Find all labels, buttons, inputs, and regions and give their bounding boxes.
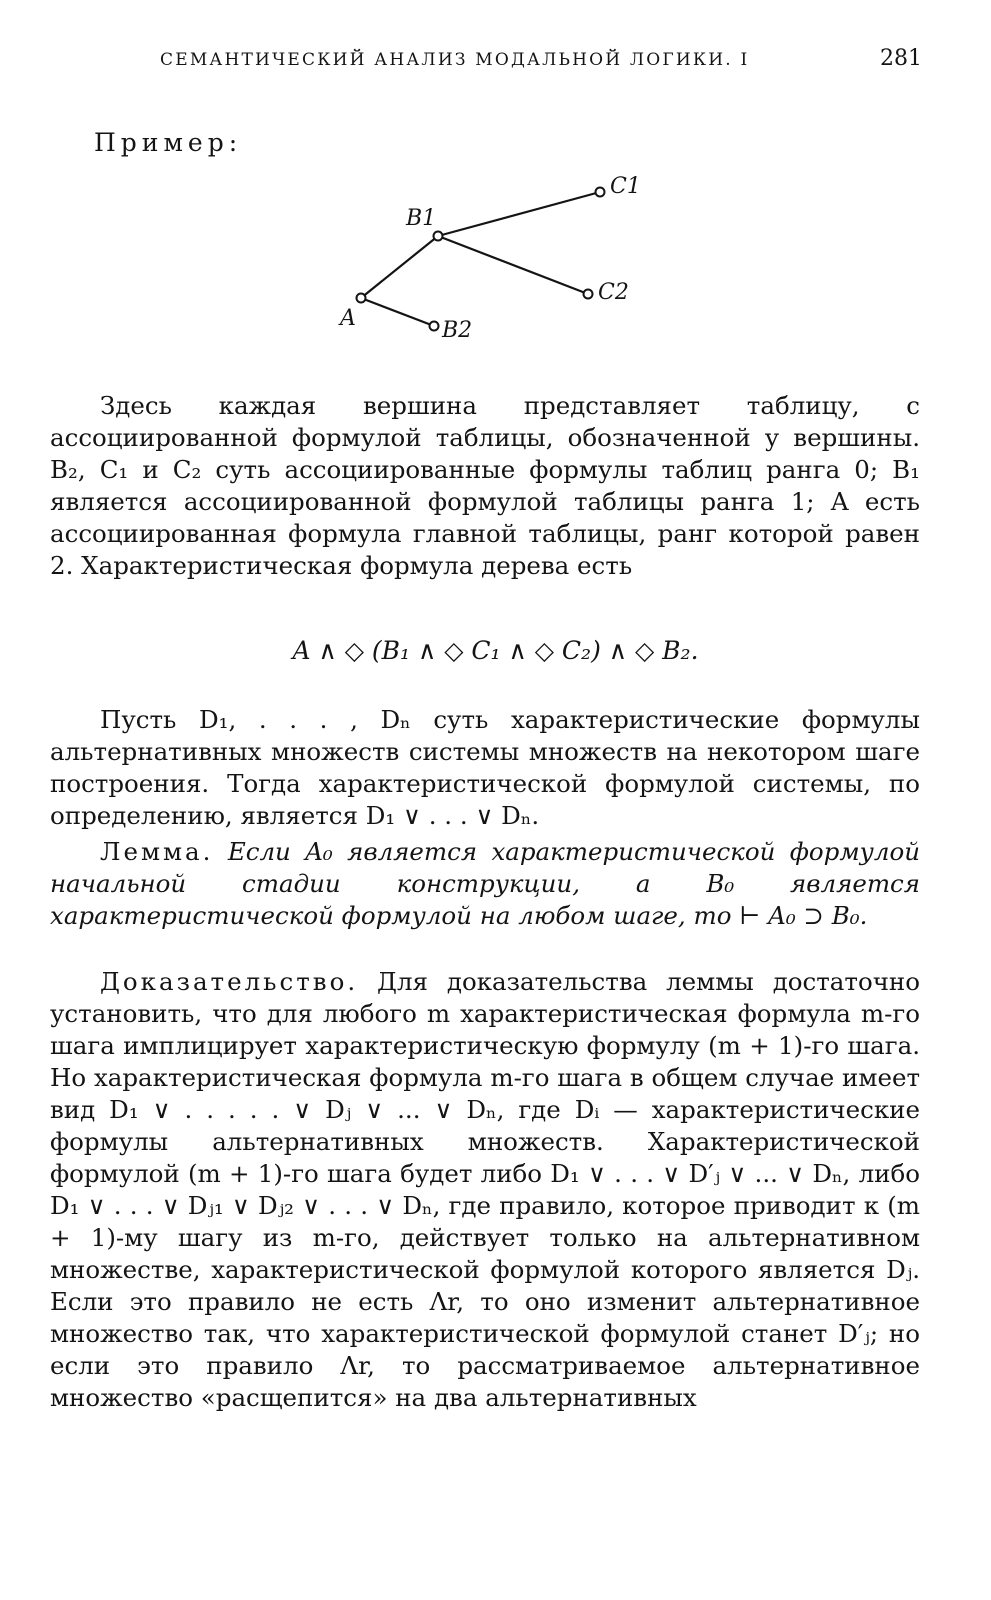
lemma	[50, 836, 920, 932]
node-b2	[430, 322, 439, 331]
node-label-c1: C1	[610, 174, 641, 199]
characteristic-formula: A ∧ ◇ (B₁ ∧ ◇ C₁ ∧ ◇ C₂) ∧ ◇ B₂.	[292, 636, 699, 665]
node-label-b1: B1	[406, 206, 437, 231]
edge-b1-c1	[438, 192, 600, 236]
node-a	[357, 294, 366, 303]
lemma-text: Если A₀ является характеристической формулой начальной стадии конструкции, а B₀ является характеристической формулой на любом шаге, то ⊢ A₀ ⊃ B₀.	[50, 837, 920, 930]
page-number: 281	[880, 46, 922, 71]
node-c2	[584, 290, 593, 299]
paragraph-characteristic-formulas: Пусть D₁, . . . , Dₙ суть характеристические формулы альтернативных множеств системы множеств на некотором шаге построения. Тогда характеристической формулой системы, по определению, является D₁ ∨ . . . ∨ Dₙ.	[50, 705, 920, 830]
paragraph-tree-description: Здесь каждая вершина представляет таблицу, с ассоциированной формулой таблицы, обозначенной у вершины. B₂, C₁ и C₂ суть ассоциированные формулы таблиц ранга 0; B₁ является ассоциированной формулой таблицы ранга 1; A есть ассоциированная формула главной таблицы, ранг которой равен 2. Характеристическая формула дерева есть	[50, 391, 920, 580]
lemma-label: Лемма.	[100, 837, 214, 866]
tree-diagram-edges	[330, 170, 670, 370]
node-b1	[434, 232, 443, 241]
edge-a-b1	[361, 236, 438, 298]
edge-a-b2	[361, 298, 434, 326]
edge-b1-c2	[438, 236, 588, 294]
proof	[50, 966, 920, 1414]
proof-label: Доказательство.	[100, 967, 359, 996]
node-label-b2: B2	[442, 318, 473, 343]
node-c1	[596, 188, 605, 197]
node-label-c2: C2	[598, 280, 629, 305]
node-label-a: A	[340, 306, 356, 331]
running-title: СЕМАНТИЧЕСКИЙ АНАЛИЗ МОДАЛЬНОЙ ЛОГИКИ. I	[160, 50, 750, 70]
proof-text: Для доказательства леммы достаточно установить, что для любого m характеристическая формула m-го шага имплицирует характеристическую формулу (m + 1)-го шага. Но характеристическая формула m-го шага в общем случае имеет вид D₁ ∨ . . . . . ∨ Dⱼ ∨ ... ∨ Dₙ, где Dᵢ — характеристические формулы альтернативных множеств. Характеристической формулой (m + 1)-го шага будет либо D₁ ∨ . . . ∨ D′ⱼ ∨ ... ∨ Dₙ, либо D₁ ∨ . . . ∨ Dⱼ₁ ∨ Dⱼ₂ ∨ . . . ∨ Dₙ, где правило, которое приводит к (m + 1)-му шагу из m-го, действует только на альтернативном множестве, характеристической формулой которого является Dⱼ. Если это правило не есть Λr, то оно изменит альтернативное множество так, что характеристической формулой станет D′ⱼ; но если это правило Λr, то рассматриваемое альтернативное множество «расщепится» на два альтернативных	[50, 967, 920, 1412]
example-label: Пример:	[94, 128, 243, 157]
tree-diagram	[330, 170, 670, 370]
